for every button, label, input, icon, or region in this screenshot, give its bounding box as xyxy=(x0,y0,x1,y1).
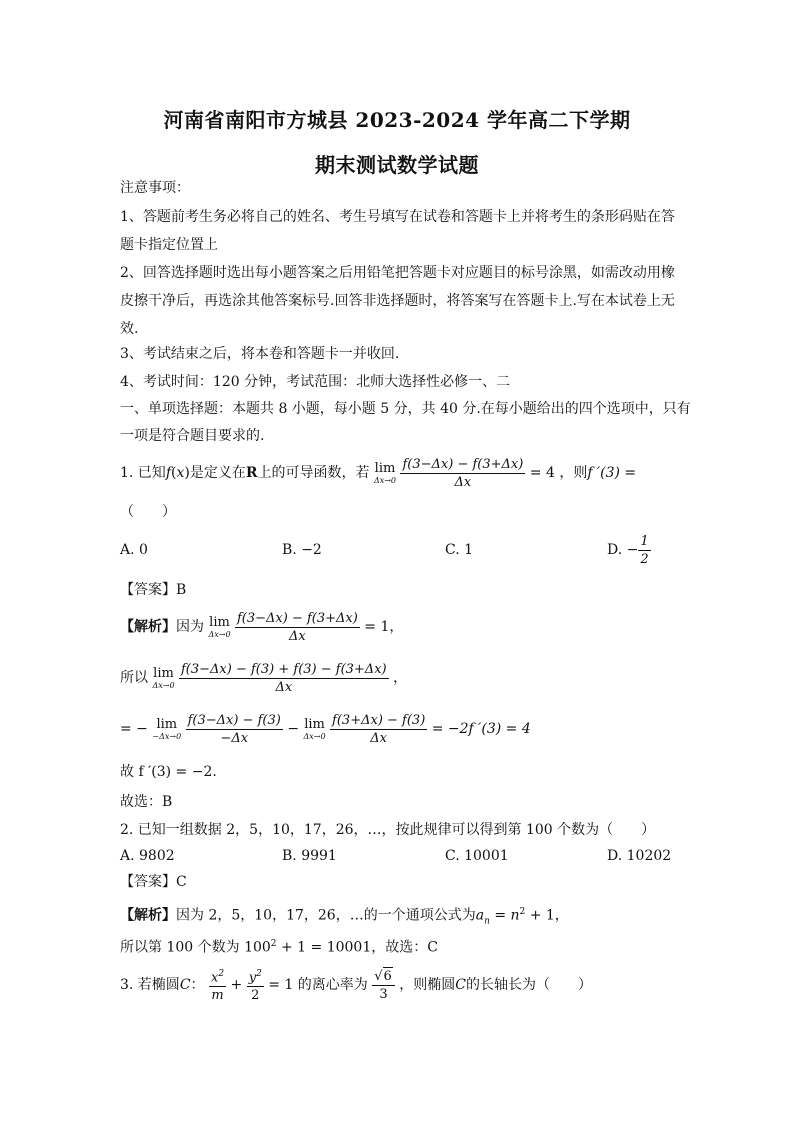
notice-2b: 皮擦干净后，再选涂其他答案标号.回答非选择题时，将答案写在答题卡上.写在本试卷上无 xyxy=(120,293,675,309)
notice-1a: 1、答题前考生务必将自己的姓名、考生号填写在试卷和答题卡上并将考生的条形码贴在答 xyxy=(120,209,675,225)
q1-equals: = 4 ，则 xyxy=(529,465,588,481)
q2-stem: 2. 已知一组数据 2，5，10，17，26，…，按此规律可以得到第 100 个数为（ ） xyxy=(120,822,656,838)
q2-option-d: D. 10202 xyxy=(607,848,672,864)
exam-title-line2: 期末测试数学试题 xyxy=(315,153,479,177)
q1-fx: f xyxy=(165,465,171,481)
q1-option-c: C. 1 xyxy=(445,542,474,558)
notice-4: 4、考试时间：120 分钟，考试范围：北师大选择性必修一、二 xyxy=(120,374,511,390)
q1-stem: 1. 已知f(x)是定义在R上的可导函数，若 lim Δx→0 $\frac{f(3-\Delta x) - f(3+\Delta x)}{\Delta x}$ = 4 ，则f ′(3) = xyxy=(120,456,637,490)
q1-analysis-2: 所以 lim Δx→0 $\frac{f(3-\Delta x) - f(3) + f(3) - f(3+\Delta x)}{\Delta x}$ ， xyxy=(120,661,408,695)
q1-answer: 【答案】B xyxy=(120,582,187,598)
notice-3: 3、考试结束之后，将本卷和答题卡一并收回. xyxy=(120,346,400,362)
q1-option-a: A. 0 xyxy=(120,542,148,558)
q1-text-b: 上的可导函数，若 xyxy=(257,465,370,481)
q1-R: R xyxy=(245,465,258,481)
q2-option-c: C. 10001 xyxy=(445,848,509,864)
notice-2a: 2、回答选择题时选出每小题答案之后用铅笔把答题卡对应题目的标号涂黑，如需改动用橡 xyxy=(120,265,675,281)
notice-1b: 题卡指定位置上 xyxy=(120,237,218,253)
section-heading-b: 一项是符合题目要求的. xyxy=(120,428,265,444)
q1-paren: （ ） xyxy=(120,504,176,520)
q1-analysis-3: = − lim −Δx→0 $\frac{f(3-\Delta x) - f(3)}{-\Delta x}$ − lim Δx→0 $\frac{f(3+\Delta x) - f(3)}{\Delta x}$ = −2f ′(3) = 4 xyxy=(120,712,531,746)
q1-prefix: 1. 已知 xyxy=(120,465,166,481)
notice-2c: 效. xyxy=(120,321,139,337)
q1-analysis-4: 故 f ′(3) = −2. xyxy=(120,764,217,780)
q2-analysis-2: 所以第 100 个数为 $100^2 + 1 = 10001$，故选：C xyxy=(120,939,438,956)
q3-stem: 3. 若椭圆C： $\frac{x^2}{m}$ + $\frac{y^2}{2}$ = 1 的离心率为 $\frac{√6}{3}$ ，则椭圆C的长轴长为（ ） xyxy=(120,966,592,1004)
q1-analysis-5: 故选：B xyxy=(120,794,173,810)
q1-option-d-fraction: $\frac{1}{2}$ xyxy=(640,533,649,567)
q2-option-b: B. 9991 xyxy=(282,848,337,864)
q2-analysis-1: 【解析】因为 2，5，10，17，26，…的一个通项公式为$a_n = n^2 + 1$， xyxy=(120,907,569,927)
section-heading-a: 一、单项选择题：本题共 8 小题，每小题 5 分，共 40 分.在每小题给出的四个选项中，只有 xyxy=(120,401,691,417)
q1-option-d: D. − $\frac{1}{2}$ xyxy=(607,533,649,567)
q2-answer: 【答案】C xyxy=(120,874,187,890)
q1-limit: lim Δx→0 xyxy=(373,460,397,485)
q1-text-a: 是定义在 xyxy=(189,465,246,481)
exam-title-line1: 河南省南阳市方城县 2023-2024 学年高二下学期 xyxy=(163,108,631,132)
q1-fprime: f ′(3) = xyxy=(587,465,637,481)
notice-heading: 注意事项： xyxy=(120,180,190,196)
q1-analysis-1: 【解析】因为 lim Δx→0 $\frac{f(3-\Delta x) - f(3+\Delta x)}{\Delta x}$ = 1， xyxy=(120,610,404,644)
q1-fraction: $\frac{f(3-\Delta x) - f(3+\Delta x)}{\Delta x}$ xyxy=(402,456,524,490)
q2-option-a: A. 9802 xyxy=(120,848,175,864)
q1-option-b: B. −2 xyxy=(282,542,322,558)
